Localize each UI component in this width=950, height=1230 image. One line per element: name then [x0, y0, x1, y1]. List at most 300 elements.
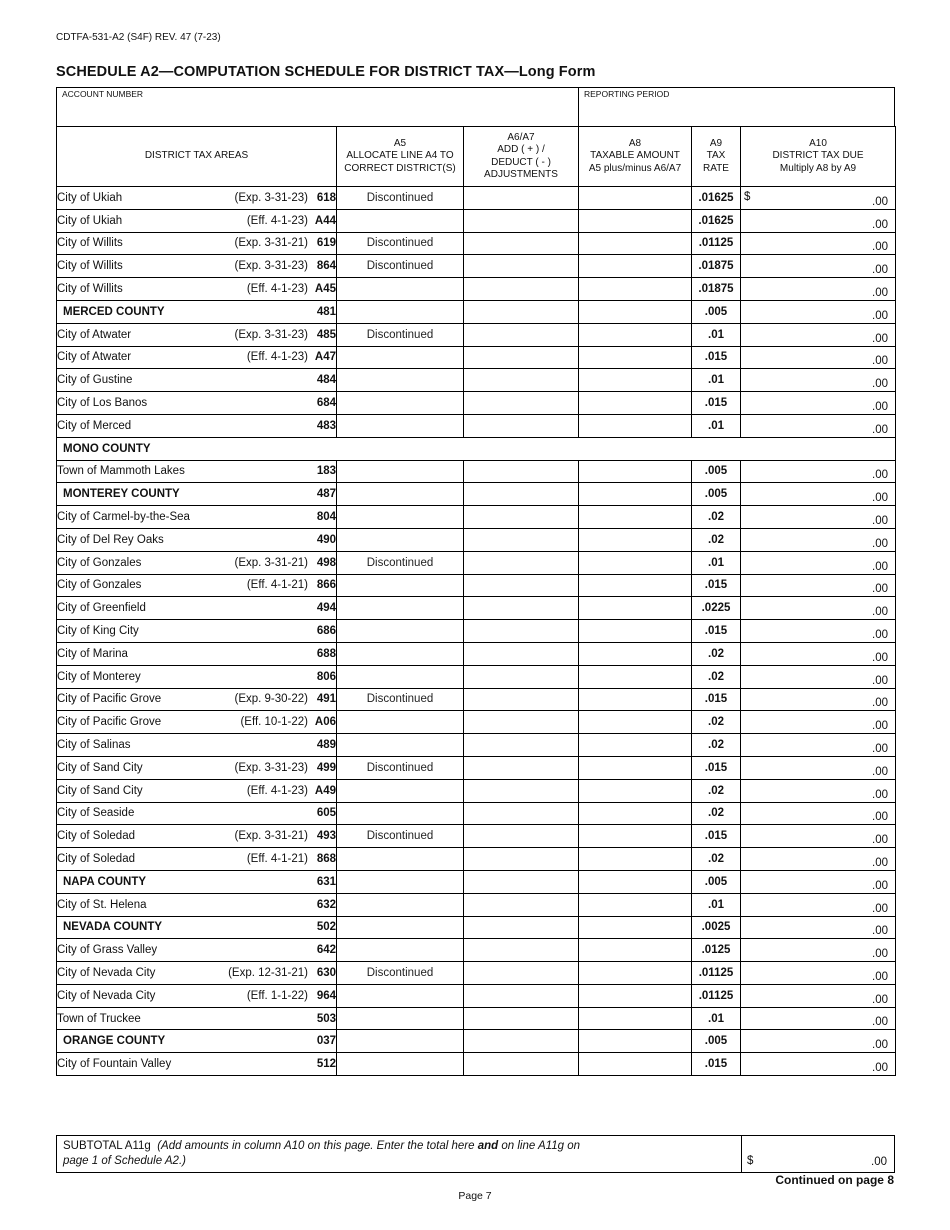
district-name: City of Ukiah: [57, 214, 123, 227]
a10-district-tax-due-field[interactable]: [741, 1053, 896, 1076]
cents-suffix: .00: [872, 400, 888, 413]
col-header-areas: DISTRICT TAX AREAS: [57, 127, 337, 187]
district-code: 618: [316, 191, 336, 204]
district-code: 864: [316, 260, 336, 273]
a9-tax-rate: .01125: [692, 232, 741, 255]
a6-a7-adjustments-field[interactable]: [464, 665, 579, 688]
a8-taxable-amount-field[interactable]: [579, 620, 692, 643]
district-area-cell: [57, 893, 337, 916]
a6-a7-adjustments-field[interactable]: [464, 939, 579, 962]
a5-allocate-field[interactable]: [337, 870, 464, 893]
table-row: [57, 779, 896, 802]
a8-taxable-amount-field[interactable]: [579, 597, 692, 620]
a8-taxable-amount-field[interactable]: [579, 528, 692, 551]
table-row: [57, 893, 896, 916]
a10-district-tax-due-field[interactable]: [741, 232, 896, 255]
a6-a7-adjustments-field[interactable]: [464, 323, 579, 346]
a10-district-tax-due-field[interactable]: [741, 779, 896, 802]
district-name: Town of Truckee: [57, 1012, 141, 1025]
a10-district-tax-due-field[interactable]: [741, 278, 896, 301]
district-name: City of Pacific Grove: [57, 716, 162, 729]
cents-suffix: .00: [872, 241, 888, 254]
a6-a7-adjustments-field[interactable]: [464, 756, 579, 779]
a8-taxable-amount-field[interactable]: [579, 688, 692, 711]
cents-suffix: .00: [872, 993, 888, 1006]
a8-taxable-amount-field[interactable]: [579, 506, 692, 529]
cents-suffix: .00: [872, 925, 888, 938]
district-code: 964: [316, 989, 336, 1002]
a6-a7-adjustments-field[interactable]: [464, 734, 579, 757]
a6-a7-adjustments-field[interactable]: [464, 300, 579, 323]
a10-district-tax-due-field[interactable]: [741, 551, 896, 574]
a9-tax-rate: .015: [692, 756, 741, 779]
a6-a7-adjustments-field[interactable]: [464, 688, 579, 711]
a9-tax-rate: .005: [692, 460, 741, 483]
district-date-note: (Exp. 3-31-23): [234, 328, 308, 341]
a8-taxable-amount-field[interactable]: [579, 323, 692, 346]
a8-taxable-amount-field[interactable]: [579, 460, 692, 483]
a5-allocate-field[interactable]: [337, 848, 464, 871]
a5-allocate-field[interactable]: [337, 597, 464, 620]
district-date-note: (Exp. 3-31-23): [234, 260, 308, 273]
a10-district-tax-due-field[interactable]: [741, 802, 896, 825]
table-row: [57, 232, 896, 255]
a10-district-tax-due-field[interactable]: [741, 528, 896, 551]
a9-tax-rate: .005: [692, 1030, 741, 1053]
district-code: 512: [316, 1058, 336, 1071]
district-code: 868: [316, 853, 336, 865]
a10-district-tax-due-field[interactable]: [741, 665, 896, 688]
a9-tax-rate: .015: [692, 346, 741, 369]
district-area-cell: [57, 734, 337, 757]
a8-taxable-amount-field[interactable]: [579, 825, 692, 848]
a8-taxable-amount-field[interactable]: [579, 939, 692, 962]
a10-district-tax-due-field[interactable]: [741, 734, 896, 757]
district-area-cell: [57, 278, 337, 301]
a5-allocate-field[interactable]: [337, 711, 464, 734]
cents-suffix: .00: [872, 537, 888, 550]
a10-district-tax-due-field[interactable]: [741, 848, 896, 871]
a10-district-tax-due-field[interactable]: [741, 187, 896, 210]
district-area-cell: [57, 323, 337, 346]
district-name: City of Merced: [57, 419, 132, 432]
district-name: City of Gustine: [57, 374, 133, 387]
district-code: A47: [314, 351, 336, 364]
a6-a7-adjustments-field[interactable]: [464, 528, 579, 551]
a10-district-tax-due-field[interactable]: [741, 460, 896, 483]
district-date-note: (Exp. 3-31-23): [234, 761, 308, 774]
a10-district-tax-due-field[interactable]: [741, 506, 896, 529]
district-area-cell: [57, 551, 337, 574]
a5-allocate-field[interactable]: [337, 209, 464, 232]
a10-district-tax-due-field[interactable]: [741, 962, 896, 985]
cents-suffix: .00: [872, 218, 888, 231]
a8-taxable-amount-field[interactable]: [579, 734, 692, 757]
a10-district-tax-due-field[interactable]: [741, 483, 896, 506]
district-date-note: (Eff. 4-1-23): [246, 351, 308, 364]
a6-a7-adjustments-field[interactable]: [464, 893, 579, 916]
discontinued-label: Discontinued: [366, 693, 434, 706]
a9-tax-rate: .01875: [692, 278, 741, 301]
a8-taxable-amount-field[interactable]: [579, 255, 692, 278]
district-name: City of Del Rey Oaks: [57, 533, 164, 546]
district-name: City of Sand City: [57, 761, 143, 774]
cents-suffix: .00: [872, 606, 888, 619]
district-area-cell: [57, 1053, 337, 1076]
a5-allocate-field[interactable]: [337, 460, 464, 483]
a9-tax-rate: .01625: [692, 209, 741, 232]
a9-tax-rate: .015: [692, 688, 741, 711]
a10-district-tax-due-field[interactable]: [741, 392, 896, 415]
a6-a7-adjustments-field[interactable]: [464, 1030, 579, 1053]
a10-district-tax-due-field[interactable]: [741, 688, 896, 711]
a6-a7-adjustments-field[interactable]: [464, 278, 579, 301]
a10-district-tax-due-field[interactable]: [741, 620, 896, 643]
cents-suffix: .00: [872, 560, 888, 573]
a9-tax-rate: .01125: [692, 984, 741, 1007]
table-row: [57, 187, 896, 210]
district-tax-table: [56, 126, 896, 1076]
a10-district-tax-due-field[interactable]: [741, 209, 896, 232]
a8-taxable-amount-field[interactable]: [579, 392, 692, 415]
a9-tax-rate: .02: [692, 779, 741, 802]
a10-district-tax-due-field[interactable]: [741, 369, 896, 392]
cents-suffix: .00: [872, 970, 888, 983]
table-header-row: [57, 127, 896, 187]
a8-taxable-amount-field[interactable]: [579, 1053, 692, 1076]
subtotal-amount-field[interactable]: [742, 1136, 894, 1172]
cents-suffix: .00: [872, 423, 888, 436]
reporting-period-label: REPORTING PERIOD: [584, 89, 670, 99]
discontinued-label: Discontinued: [366, 761, 434, 774]
a5-allocate-field[interactable]: [337, 962, 464, 985]
a8-taxable-amount-field[interactable]: [579, 711, 692, 734]
a8-taxable-amount-field[interactable]: [579, 642, 692, 665]
a5-allocate-field[interactable]: [337, 620, 464, 643]
district-area-cell: [57, 483, 337, 506]
district-code: 483: [316, 419, 336, 432]
table-row: [57, 437, 896, 460]
a8-taxable-amount-field[interactable]: [579, 870, 692, 893]
cents-suffix: .00: [872, 309, 888, 322]
district-area-cell: [57, 369, 337, 392]
subtotal-a11g-row: [56, 1135, 895, 1173]
account-number-field[interactable]: [57, 88, 579, 127]
a10-district-tax-due-field[interactable]: [741, 1030, 896, 1053]
a5-allocate-field[interactable]: [337, 779, 464, 802]
dollar-sign: $: [744, 191, 751, 203]
table-row: [57, 962, 896, 985]
table-row: [57, 848, 896, 871]
a6-a7-adjustments-field[interactable]: [464, 460, 579, 483]
district-name: City of Los Banos: [57, 397, 148, 410]
a9-tax-rate: .01875: [692, 255, 741, 278]
a5-allocate-field[interactable]: [337, 642, 464, 665]
district-date-note: (Eff. 1-1-22): [246, 989, 308, 1002]
district-area-cell: [57, 528, 337, 551]
a6-a7-adjustments-field[interactable]: [464, 825, 579, 848]
a10-district-tax-due-field[interactable]: [741, 870, 896, 893]
a6-a7-adjustments-field[interactable]: [464, 984, 579, 1007]
a8-taxable-amount-field[interactable]: [579, 232, 692, 255]
table-row: [57, 323, 896, 346]
district-code: 630: [316, 966, 336, 979]
cents-suffix: .00: [872, 674, 888, 687]
table-row: [57, 369, 896, 392]
a8-taxable-amount-field[interactable]: [579, 665, 692, 688]
cents-suffix: .00: [872, 1062, 888, 1075]
a5-allocate-field[interactable]: [337, 734, 464, 757]
district-name: MERCED COUNTY: [63, 305, 165, 318]
table-row: [57, 414, 896, 437]
a10-district-tax-due-field[interactable]: [741, 939, 896, 962]
a5-allocate-field[interactable]: [337, 414, 464, 437]
a6-a7-adjustments-field[interactable]: [464, 255, 579, 278]
a8-taxable-amount-field[interactable]: [579, 300, 692, 323]
table-row: [57, 1007, 896, 1030]
a5-allocate-field[interactable]: [337, 984, 464, 1007]
a9-tax-rate: .015: [692, 825, 741, 848]
district-name: City of Soledad: [57, 853, 135, 865]
a9-tax-rate: .0025: [692, 916, 741, 939]
a5-allocate-field[interactable]: [337, 756, 464, 779]
a5-allocate-field[interactable]: [337, 392, 464, 415]
a6-a7-adjustments-field[interactable]: [464, 369, 579, 392]
a6-a7-adjustments-field[interactable]: [464, 209, 579, 232]
district-name: City of King City: [57, 625, 139, 638]
a10-district-tax-due-field[interactable]: [741, 597, 896, 620]
table-row: [57, 665, 896, 688]
district-date-note: (Exp. 12-31-21): [228, 966, 308, 979]
district-date-note: (Exp. 9-30-22): [234, 693, 308, 706]
a8-taxable-amount-field[interactable]: [579, 209, 692, 232]
a8-taxable-amount-field[interactable]: [579, 916, 692, 939]
table-row: [57, 939, 896, 962]
a5-allocate-field[interactable]: [337, 939, 464, 962]
a6-a7-adjustments-field[interactable]: [464, 551, 579, 574]
table-row: [57, 255, 896, 278]
a5-allocate-field[interactable]: [337, 916, 464, 939]
a8-taxable-amount-field[interactable]: [579, 483, 692, 506]
a6-a7-adjustments-field[interactable]: [464, 870, 579, 893]
a5-allocate-field[interactable]: [337, 232, 464, 255]
a5-allocate-field[interactable]: [337, 278, 464, 301]
a8-taxable-amount-field[interactable]: [579, 346, 692, 369]
a6-a7-adjustments-field[interactable]: [464, 802, 579, 825]
a6-a7-adjustments-field[interactable]: [464, 916, 579, 939]
a10-district-tax-due-field[interactable]: [741, 984, 896, 1007]
table-row: [57, 734, 896, 757]
table-row: [57, 574, 896, 597]
district-name: City of Ukiah: [57, 191, 123, 204]
district-name: City of Grass Valley: [57, 944, 158, 957]
district-area-cell: [57, 1007, 337, 1030]
a6-a7-adjustments-field[interactable]: [464, 1053, 579, 1076]
cents-suffix: .00: [872, 355, 888, 368]
table-row: [57, 984, 896, 1007]
district-area-cell: [57, 437, 337, 460]
a5-allocate-field[interactable]: [337, 323, 464, 346]
district-code: 619: [316, 237, 336, 250]
district-area-cell: [57, 688, 337, 711]
a6-a7-adjustments-field[interactable]: [464, 711, 579, 734]
a5-allocate-field[interactable]: [337, 893, 464, 916]
a6-a7-adjustments-field[interactable]: [464, 642, 579, 665]
a6-a7-adjustments-field[interactable]: [464, 848, 579, 871]
a8-taxable-amount-field[interactable]: [579, 779, 692, 802]
a5-allocate-field[interactable]: [337, 802, 464, 825]
district-date-note: (Exp. 3-31-21): [234, 237, 308, 250]
district-name: City of Marina: [57, 647, 128, 660]
district-name: City of Gonzales: [57, 556, 142, 569]
a8-taxable-amount-field[interactable]: [579, 551, 692, 574]
a10-district-tax-due-field[interactable]: [741, 300, 896, 323]
a5-allocate-field[interactable]: [337, 483, 464, 506]
a6-a7-adjustments-field[interactable]: [464, 414, 579, 437]
district-date-note: (Eff. 4-1-21): [246, 853, 308, 865]
a8-taxable-amount-field[interactable]: [579, 984, 692, 1007]
a9-tax-rate: .015: [692, 620, 741, 643]
table-row: [57, 688, 896, 711]
a9-tax-rate: .02: [692, 734, 741, 757]
a9-tax-rate: .005: [692, 483, 741, 506]
a6-a7-adjustments-field[interactable]: [464, 620, 579, 643]
a9-tax-rate: .015: [692, 1053, 741, 1076]
a10-district-tax-due-field[interactable]: [741, 1007, 896, 1030]
a5-allocate-field[interactable]: [337, 551, 464, 574]
cents-suffix: .00: [872, 514, 888, 527]
district-code: 686: [316, 625, 336, 638]
table-row: [57, 483, 896, 506]
a9-tax-rate: .02: [692, 711, 741, 734]
a8-taxable-amount-field[interactable]: [579, 369, 692, 392]
a5-allocate-field[interactable]: [337, 528, 464, 551]
table-row: [57, 551, 896, 574]
a8-taxable-amount-field[interactable]: [579, 278, 692, 301]
district-area-cell: [57, 232, 337, 255]
district-name: City of Gonzales: [57, 579, 142, 592]
a5-allocate-field[interactable]: [337, 255, 464, 278]
a6-a7-adjustments-field[interactable]: [464, 506, 579, 529]
reporting-period-field[interactable]: [579, 88, 894, 127]
a8-taxable-amount-field[interactable]: [579, 962, 692, 985]
district-code: A45: [314, 283, 336, 296]
table-row: [57, 620, 896, 643]
cents-suffix: .00: [872, 195, 888, 208]
a8-taxable-amount-field[interactable]: [579, 1007, 692, 1030]
district-code: 490: [316, 533, 336, 546]
a8-taxable-amount-field[interactable]: [579, 1030, 692, 1053]
discontinued-label: Discontinued: [366, 830, 434, 843]
a6-a7-adjustments-field[interactable]: [464, 962, 579, 985]
a5-allocate-field[interactable]: [337, 1053, 464, 1076]
table-row: [57, 825, 896, 848]
district-area-cell: [57, 620, 337, 643]
a6-a7-adjustments-field[interactable]: [464, 346, 579, 369]
district-name: City of Greenfield: [57, 602, 146, 615]
a5-allocate-field[interactable]: [337, 688, 464, 711]
district-code: 632: [316, 898, 336, 911]
a8-taxable-amount-field[interactable]: [579, 802, 692, 825]
a10-district-tax-due-field[interactable]: [741, 825, 896, 848]
district-date-note: (Exp. 3-31-21): [234, 556, 308, 569]
a6-a7-adjustments-field[interactable]: [464, 597, 579, 620]
table-row: [57, 711, 896, 734]
a9-tax-rate: .02: [692, 506, 741, 529]
district-area-cell: [57, 642, 337, 665]
a10-district-tax-due-field[interactable]: [741, 711, 896, 734]
a10-district-tax-due-field[interactable]: [741, 323, 896, 346]
district-name: City of St. Helena: [57, 898, 147, 911]
district-date-note: (Eff. 10-1-22): [240, 716, 308, 729]
discontinued-label: Discontinued: [366, 556, 434, 569]
a10-district-tax-due-field[interactable]: [741, 255, 896, 278]
a8-taxable-amount-field[interactable]: [579, 756, 692, 779]
a9-tax-rate: .005: [692, 300, 741, 323]
a5-allocate-field[interactable]: [337, 1030, 464, 1053]
district-area-cell: [57, 414, 337, 437]
a6-a7-adjustments-field[interactable]: [464, 1007, 579, 1030]
subtotal-label: SUBTOTAL A11g (Add amounts in column A10 on this page. Enter the total here and on line A11g on page 1 of Schedule A2.): [57, 1136, 742, 1172]
a8-taxable-amount-field[interactable]: [579, 893, 692, 916]
a5-allocate-field[interactable]: [337, 346, 464, 369]
district-name: City of Atwater: [57, 328, 132, 341]
a9-tax-rate: .01: [692, 414, 741, 437]
district-code: 684: [316, 397, 336, 410]
a10-district-tax-due-field[interactable]: [741, 916, 896, 939]
a6-a7-adjustments-field[interactable]: [464, 779, 579, 802]
a8-taxable-amount-field[interactable]: [579, 574, 692, 597]
a10-district-tax-due-field[interactable]: [741, 642, 896, 665]
a9-tax-rate: .02: [692, 802, 741, 825]
a5-allocate-field[interactable]: [337, 1007, 464, 1030]
table-row: [57, 756, 896, 779]
a5-allocate-field[interactable]: [337, 665, 464, 688]
district-code: 631: [316, 875, 336, 888]
a9-tax-rate: .01: [692, 893, 741, 916]
a8-taxable-amount-field[interactable]: [579, 414, 692, 437]
a6-a7-adjustments-field[interactable]: [464, 232, 579, 255]
a10-district-tax-due-field[interactable]: [741, 893, 896, 916]
a10-district-tax-due-field[interactable]: [741, 756, 896, 779]
a6-a7-adjustments-field[interactable]: [464, 187, 579, 210]
district-name: City of Monterey: [57, 670, 141, 683]
a8-taxable-amount-field[interactable]: [579, 187, 692, 210]
a8-taxable-amount-field[interactable]: [579, 848, 692, 871]
a5-allocate-field[interactable]: [337, 825, 464, 848]
a5-allocate-field[interactable]: [337, 187, 464, 210]
discontinued-label: Discontinued: [366, 328, 434, 341]
a5-allocate-field[interactable]: [337, 506, 464, 529]
a10-district-tax-due-field[interactable]: [741, 414, 896, 437]
col-header-a8: A8 TAXABLE AMOUNT A5 plus/minus A6/A7: [579, 127, 692, 187]
a5-allocate-field[interactable]: [337, 574, 464, 597]
a6-a7-adjustments-field[interactable]: [464, 483, 579, 506]
a10-district-tax-due-field[interactable]: [741, 346, 896, 369]
a5-allocate-field[interactable]: [337, 300, 464, 323]
district-name: City of Pacific Grove: [57, 693, 162, 706]
discontinued-label: Discontinued: [366, 191, 434, 204]
district-code: 498: [316, 556, 336, 569]
district-name: City of Sand City: [57, 784, 143, 797]
a6-a7-adjustments-field[interactable]: [464, 574, 579, 597]
a10-district-tax-due-field[interactable]: [741, 574, 896, 597]
a6-a7-adjustments-field[interactable]: [464, 392, 579, 415]
discontinued-label: Discontinued: [366, 237, 434, 250]
a5-allocate-field[interactable]: [337, 369, 464, 392]
cents-suffix: .00: [872, 492, 888, 505]
col-header-a9: A9 TAX RATE: [692, 127, 741, 187]
